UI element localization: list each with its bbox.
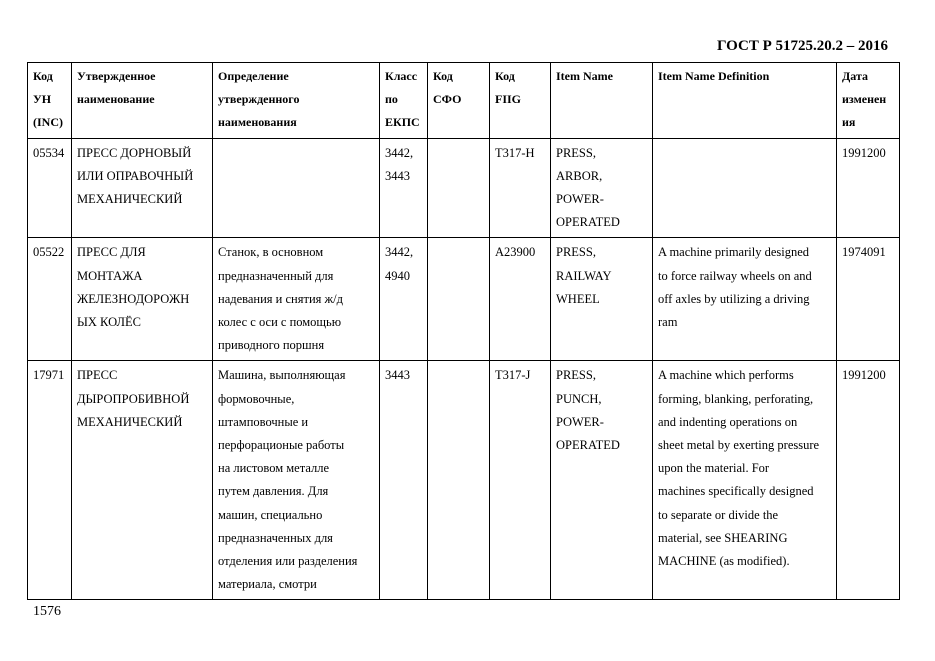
cell-item-name xyxy=(551,361,653,600)
cell-text: 3443 xyxy=(385,368,410,383)
cell-text: Машина, выполняющая формовочные, штамповочные и перфорационые работы на листовом металле путем давления. Для машин, специально предназначенных для отделения или разделения материала, смотри xyxy=(218,368,358,592)
header-fiig-code xyxy=(490,63,551,139)
cell-text: Станок, в основном предназначенный для надевания и снятия ж/д колес с оси с помощью приводного поршня xyxy=(218,245,343,353)
header-inc-code xyxy=(28,63,72,139)
cell-item-name-definition xyxy=(653,238,837,361)
cell-text: 05534 xyxy=(33,145,65,160)
cell-text: A machine primarily designed to force railway wheels on and off axles by utilizing a driving ram xyxy=(658,245,812,330)
cell-text: PRESS, RAILWAY WHEEL xyxy=(556,245,612,306)
cell-sfo-code xyxy=(428,138,490,238)
table-header-row xyxy=(28,63,900,139)
cell-change-date xyxy=(837,361,900,600)
cell-text: 1974091 xyxy=(842,245,886,260)
header-label: Утвержденное наименование xyxy=(77,69,156,107)
cell-text: 17971 xyxy=(33,368,65,383)
table-row xyxy=(28,138,900,238)
cell-class xyxy=(380,138,428,238)
cell-inc-code xyxy=(28,361,72,600)
cell-item-name xyxy=(551,238,653,361)
cell-text: ПРЕСС ДЫРОПРОБИВНОЙ МЕХАНИЧЕСКИЙ xyxy=(77,368,190,429)
table-row xyxy=(28,238,900,361)
cell-text: T317-H xyxy=(495,145,535,160)
header-class xyxy=(380,63,428,139)
cell-text: PRESS, ARBOR, POWER- OPERATED xyxy=(556,145,620,230)
cell-inc-code xyxy=(28,238,72,361)
cell-class xyxy=(380,361,428,600)
cell-item-name-definition xyxy=(653,138,837,238)
header-label: Определение утвержденного наименования xyxy=(218,69,300,130)
cell-approved-name xyxy=(72,238,213,361)
cell-inc-code xyxy=(28,138,72,238)
cell-sfo-code xyxy=(428,238,490,361)
cell-item-name xyxy=(551,138,653,238)
header-label: Дата изменен ия xyxy=(842,69,887,130)
cell-text: 1991200 xyxy=(842,145,886,160)
header-label: Класс по ЕКПС xyxy=(385,69,420,130)
cell-definition xyxy=(213,238,380,361)
cell-change-date xyxy=(837,238,900,361)
cell-approved-name xyxy=(72,138,213,238)
cell-text: T317-J xyxy=(495,368,531,383)
cell-definition xyxy=(213,361,380,600)
document-header: ГОСТ Р 51725.20.2 – 2016 xyxy=(716,38,888,54)
header-change-date xyxy=(837,63,900,139)
cell-class xyxy=(380,238,428,361)
header-item-name xyxy=(551,63,653,139)
page-number: 1576 xyxy=(33,604,61,619)
cell-fiig-code xyxy=(490,238,551,361)
cell-text: 1991200 xyxy=(842,368,886,383)
header-label: Код FIIG xyxy=(495,69,522,107)
header-label: Код СФО xyxy=(433,69,462,107)
cell-text: 3442, 4940 xyxy=(385,245,414,283)
cell-text: ПРЕСС ДЛЯ МОНТАЖА ЖЕЛЕЗНОДОРОЖН ЫХ КОЛЁС xyxy=(77,245,190,330)
cell-fiig-code xyxy=(490,138,551,238)
header-label: Код УН (INC) xyxy=(33,69,63,130)
cell-text: PRESS, PUNCH, POWER- OPERATED xyxy=(556,368,620,453)
header-item-name-definition xyxy=(653,63,837,139)
catalog-table xyxy=(27,62,900,600)
cell-sfo-code xyxy=(428,361,490,600)
cell-text: 3442, 3443 xyxy=(385,145,414,183)
cell-text: A machine which performs forming, blanking, perforating, and indenting operations on sheet metal by exerting pressure upon the material. For machines specifically designed to separate or divide the material, see SHEARING MACHINE (as modified). xyxy=(658,368,820,569)
cell-text: 05522 xyxy=(33,245,65,260)
cell-definition xyxy=(213,138,380,238)
cell-approved-name xyxy=(72,361,213,600)
header-label: Item Name xyxy=(556,69,613,83)
cell-text: A23900 xyxy=(495,245,536,260)
cell-fiig-code xyxy=(490,361,551,600)
header-approved-name xyxy=(72,63,213,139)
table-row xyxy=(28,361,900,600)
header-label: Item Name Definition xyxy=(658,69,770,83)
cell-change-date xyxy=(837,138,900,238)
cell-item-name-definition xyxy=(653,361,837,600)
header-sfo-code xyxy=(428,63,490,139)
header-definition xyxy=(213,63,380,139)
cell-text: ПРЕСС ДОРНОВЫЙ ИЛИ ОПРАВОЧНЫЙ МЕХАНИЧЕСКИЙ xyxy=(77,145,194,207)
